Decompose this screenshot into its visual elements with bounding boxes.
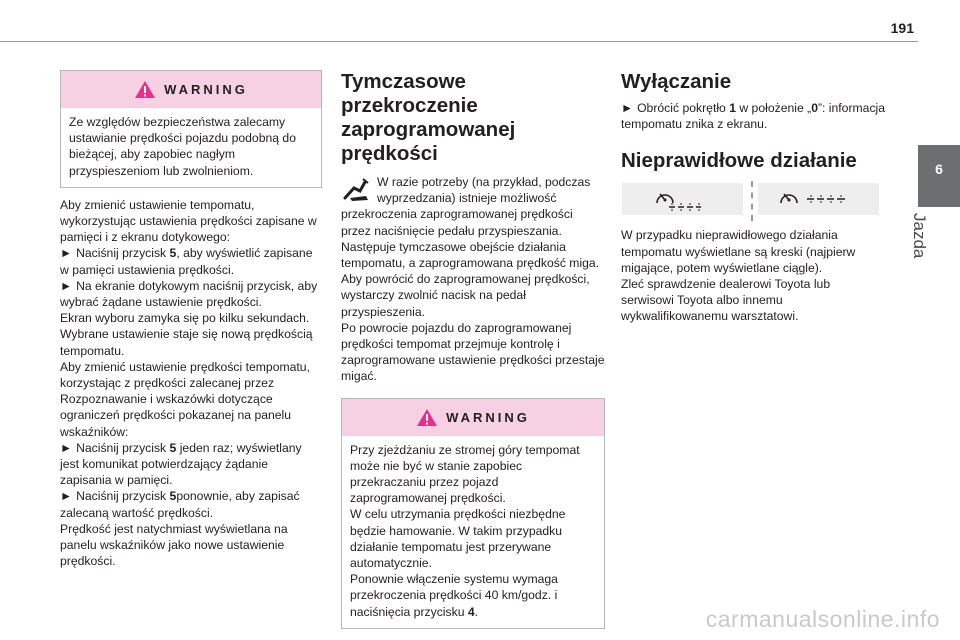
arrow-right-icon: ► [60,246,73,261]
step-item [60,488,322,520]
chapter-title-text: Jazda [910,213,929,259]
indicator-panel-flashing [622,183,743,215]
step-text: , aby wyświetlić zapisane w pamięci ustawienia prędkości. [60,246,313,277]
step-text: Naciśnij przycisk [76,489,170,504]
warning-text [61,108,321,187]
step-item [60,440,322,489]
section-heading: Wyłączanie [621,70,732,93]
indicator-panel-steady [758,183,879,215]
step-text: Naciśnij przycisk [76,440,170,455]
indicator-divider [751,181,753,221]
warning-text-part: Ponownie włączenie systemu wymaga przekroczenia prędkości 40 km/godz. i naciśnięcia przycisku [350,572,558,619]
button-number: 5 [169,489,177,504]
warning-text [342,436,604,628]
paragraph: Następuje tymczasowe obejście działania tempomatu, a zaprogramowana prędkość miga. [341,239,600,271]
paragraph [341,174,605,239]
warning-paragraph: Przy zjeżdżaniu ze stromej góry tempomat może nie być w stanie zapobiec przekraczaniu przez pojazd zaprogramowanej prędkości. [350,442,580,506]
step-item [60,278,322,310]
warning-paragraph: Ze względów bezpieczeństwa zalecamy ustawianie prędkości pojazdu podobną do bieżącej, aby zapobiec nagłym przyspieszeniom lub zwolnieniom. [69,115,296,178]
page-number: 191 [890,20,914,36]
paragraph: W przypadku nieprawidłowego działania tempomatu wyświetlane są kreski (najpierw migające, potem wyświetlane ciągle). [621,228,856,275]
paragraph: Prędkość jest natychmiast wyświetlana na panelu wskaźników jako nowe ustawienie prędkości. [60,521,288,569]
middle-column [341,70,605,629]
dashes-flashing-icon [668,202,702,212]
step-item [60,245,322,277]
paragraph: Wybrane ustawienie staje się nową prędkością tempomatu. [60,327,313,358]
step-text: ponownie, aby zapisać zalecaną wartość prędkości. [60,489,300,520]
arrow-right-icon: ► [60,278,73,293]
button-number: 5 [169,246,177,261]
paragraph: Aby zmienić ustawienie tempomatu, wykorzystując ustawienia prędkości zapisane w pamięci i z ekranu dotykowego: [60,197,317,245]
step-text: Obrócić pokrętło [637,101,730,115]
paragraph: Po powrocie pojazdu do zaprogramowanej prędkości tempomat przejmuje kontrolę i zaprogramowane ustawienie prędkości przestaje migać. [341,320,605,384]
step-text: Naciśnij przycisk [76,246,170,261]
paragraph: Aby powrócić do zaprogramowanej prędkości, wystarczy zwolnić nacisk na pedał przyspieszenia. [341,272,590,319]
arrow-right-icon: ► [60,440,73,455]
warning-box-middle [341,398,605,629]
cruise-control-icon [778,187,800,209]
warning-box-left [60,70,322,188]
step-text: ”: informacja tempomatu znika z ekranu. [621,101,886,132]
button-number: 4 [467,604,475,619]
section-heading: Nieprawidłowe działanie [621,149,857,173]
step-text: Na ekranie dotykowym naciśnij przycisk, aby wybrać żądane ustawienie prędkości. [60,278,318,310]
arrow-right-icon: ► [60,489,73,504]
paragraph: Aby zmienić ustawienie prędkości tempomatu, korzystając z prędkości zalecanej przez Rozpoznawanie i wskazówki dotyczące ograniczeń prędkości pokazanej na panelu wskaźników: [60,359,310,439]
warning-title: WARNING [446,409,530,425]
paragraph-text: W razie potrzeby (na przykład, podczas wyprzedzania) istnieje możliwość przekroczenia zaprogramowanej prędkości przez naciśnięcie pedału przyspieszania. [341,175,591,238]
step-item [621,100,886,132]
middle-body [341,174,605,385]
warning-title: WARNING [164,82,248,97]
right-body-malfunction [621,227,886,324]
step-text: w położenie „ [735,101,812,115]
accelerator-pedal-icon [341,176,371,202]
warning-icon [416,408,438,427]
warning-header [342,399,604,436]
section-heading: Tymczasowe przekroczenie zaprogramowanej prędkości [341,70,516,165]
chapter-tab[interactable] [918,145,960,207]
warning-text-part: . [474,604,479,619]
paragraph: Zleć sprawdzenie dealerowi Toyota lub serwisowi Toyota albo innemu wykwalifikowanemu warsztatowi. [621,277,831,324]
step-text: jeden raz; wyświetlany jest komunikat potwierdzający żądanie zapisania w pamięci. [60,440,302,488]
warning-paragraph [350,571,596,620]
right-body-off [621,100,886,132]
arrow-right-icon: ► [621,101,634,115]
header-rule [0,41,918,42]
dial-number: 1 [729,101,736,115]
dashes-steady-icon [806,194,846,204]
warning-header [61,71,321,108]
warning-icon [134,80,156,99]
chapter-title [906,213,932,283]
button-number: 5 [169,440,177,455]
chapter-number: 6 [935,161,943,177]
malfunction-indicators [621,181,886,221]
right-column [621,70,886,325]
dial-position: 0 [811,101,818,115]
left-body [60,197,322,570]
left-column [60,70,322,569]
warning-paragraph: W celu utrzymania prędkości niezbędne będzie hamowanie. W takim przypadku działanie tempomatu jest przerywane automatycznie. [350,507,566,571]
watermark: carmanualsonline.info [705,606,940,632]
paragraph: Ekran wyboru zamyka się po kilku sekundach. [60,311,310,326]
